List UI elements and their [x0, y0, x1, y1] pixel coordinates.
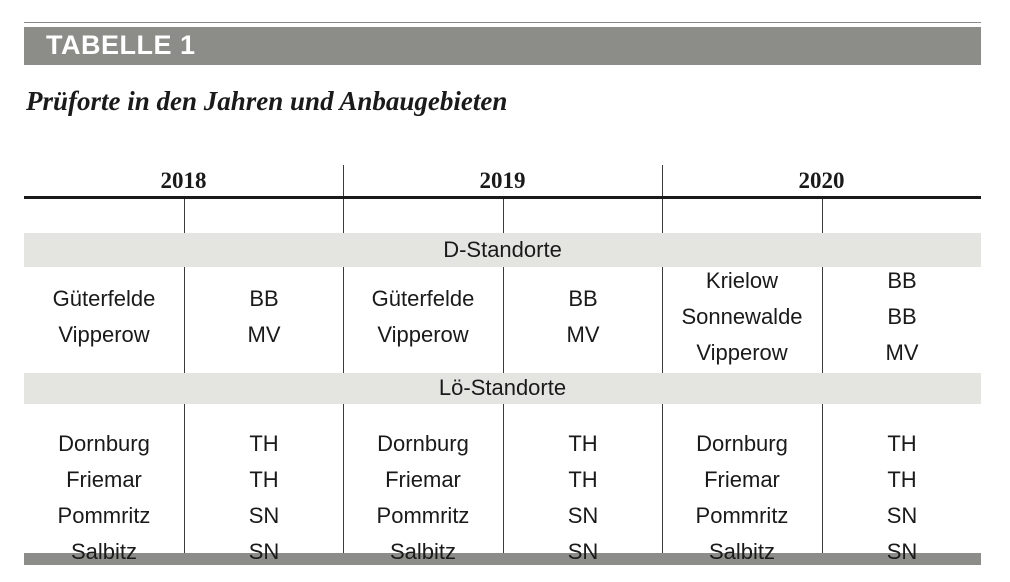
- section-label-lo: Lö-Standorte: [438, 375, 567, 400]
- state-code-cell: TH: [568, 431, 598, 456]
- state-code-cell: MV: [247, 322, 281, 347]
- column-rule: [503, 199, 504, 233]
- location-name-cell: Salbitz: [70, 539, 138, 564]
- column-rule: [822, 199, 823, 233]
- year-header-2018: 2018: [160, 168, 207, 193]
- location-name-cell: Pommritz: [57, 503, 151, 528]
- location-name-cell: Friemar: [385, 467, 461, 492]
- year-header-2020: 2020: [798, 168, 845, 193]
- location-name-cell: Salbitz: [708, 539, 776, 564]
- year-divider: [343, 165, 344, 197]
- site-table: [24, 163, 981, 565]
- section-band-lo: [24, 373, 981, 404]
- top-rule: [24, 22, 981, 23]
- state-code-cell: BB: [249, 286, 279, 311]
- state-code-cell: TH: [249, 431, 279, 456]
- column-rule: [343, 199, 344, 233]
- column-rule: [184, 199, 185, 233]
- location-name-cell: Vipperow: [696, 340, 788, 365]
- location-name-cell: Güterfelde: [371, 286, 475, 311]
- state-code-cell: SN: [248, 539, 280, 564]
- state-code-cell: TH: [568, 467, 598, 492]
- state-code-cell: BB: [568, 286, 598, 311]
- state-code-cell: TH: [887, 431, 917, 456]
- location-name-cell: Dornburg: [377, 431, 469, 456]
- table-title: Prüforte in den Jahren und Anbaugebieten: [26, 86, 508, 116]
- section-band-d: [24, 233, 981, 267]
- location-name-cell: Dornburg: [58, 431, 150, 456]
- state-code-cell: TH: [249, 467, 279, 492]
- state-code-cell: SN: [886, 539, 918, 564]
- location-name-cell: Vipperow: [377, 322, 469, 347]
- location-name-cell: Friemar: [66, 467, 142, 492]
- state-code-cell: TH: [887, 467, 917, 492]
- state-code-cell: SN: [248, 503, 280, 528]
- table-label-banner: [24, 27, 981, 65]
- column-rule: [662, 199, 663, 233]
- year-header-2019: 2019: [479, 168, 526, 193]
- location-name-cell: Güterfelde: [52, 286, 156, 311]
- location-name-cell: Pommritz: [376, 503, 470, 528]
- location-name-cell: Friemar: [704, 467, 780, 492]
- year-divider: [662, 165, 663, 197]
- section-label-d: D-Standorte: [443, 237, 562, 262]
- state-code-cell: MV: [566, 322, 600, 347]
- state-code-cell: BB: [887, 304, 917, 329]
- table-label: TABELLE 1: [46, 30, 196, 60]
- location-name-cell: Dornburg: [696, 431, 788, 456]
- location-name-cell: Salbitz: [389, 539, 457, 564]
- state-code-cell: SN: [567, 539, 599, 564]
- location-name-cell: Krielow: [705, 268, 779, 293]
- state-code-cell: SN: [886, 503, 918, 528]
- location-name-cell: Sonnewalde: [681, 304, 803, 329]
- location-name-cell: Pommritz: [695, 503, 789, 528]
- state-code-cell: BB: [887, 268, 917, 293]
- state-code-cell: MV: [885, 340, 919, 365]
- location-name-cell: Vipperow: [58, 322, 150, 347]
- state-code-cell: SN: [567, 503, 599, 528]
